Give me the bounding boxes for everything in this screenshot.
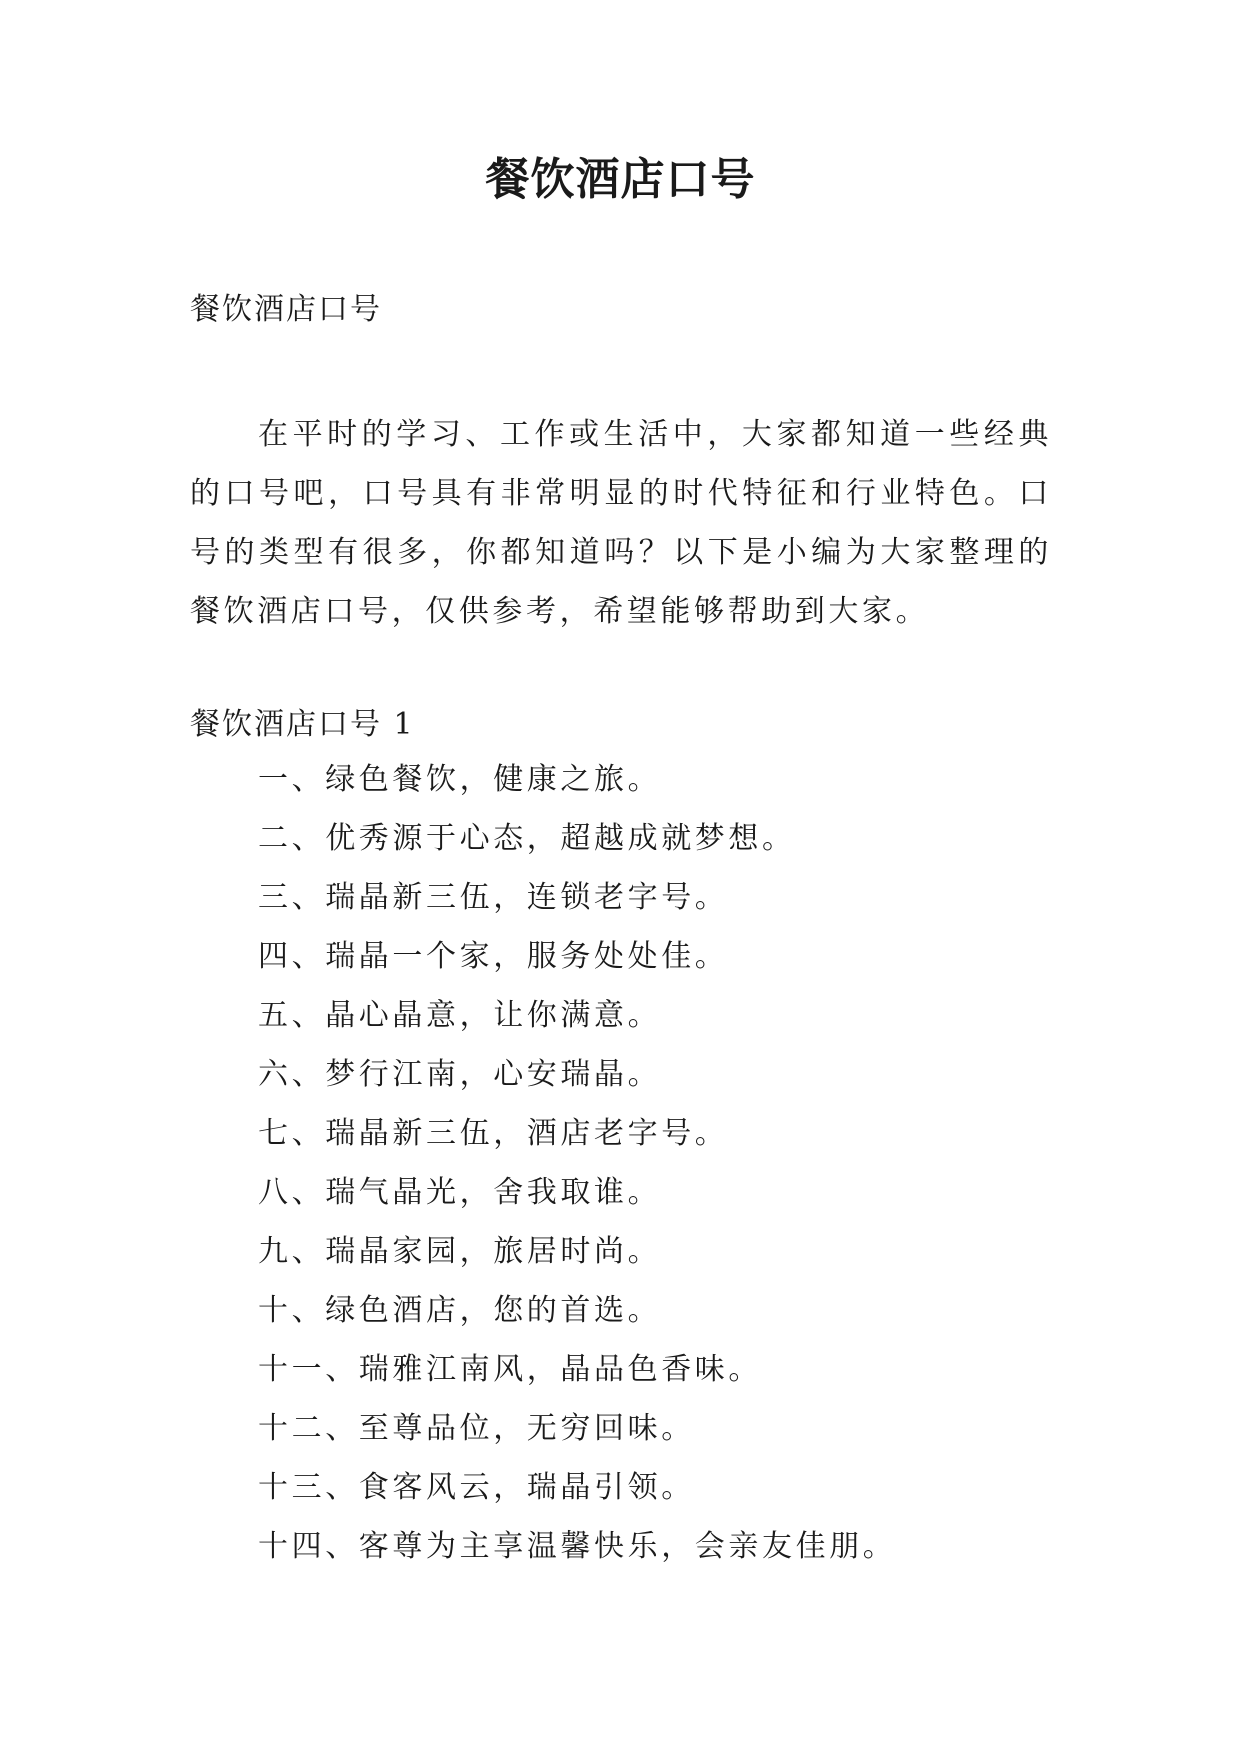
slogan-item: 四、瑞晶一个家，服务处处佳。 — [258, 939, 729, 974]
document-subtitle: 餐饮酒店口号 — [190, 292, 382, 327]
document-title: 餐饮酒店口号 — [485, 154, 756, 205]
slogan-item: 一、绿色餐饮，健康之旅。 — [258, 762, 662, 797]
slogan-item: 七、瑞晶新三伍，酒店老字号。 — [258, 1116, 729, 1151]
section-heading: 餐饮酒店口号 1 — [190, 707, 415, 742]
slogan-list — [258, 760, 896, 1586]
slogan-item: 二、优秀源于心态，超越成就梦想。 — [258, 821, 796, 856]
slogan-item: 九、瑞晶家园，旅居时尚。 — [258, 1234, 662, 1269]
slogan-item: 十三、食客风云，瑞晶引领。 — [258, 1470, 695, 1505]
slogan-item: 十、绿色酒店，您的首选。 — [258, 1293, 662, 1328]
slogan-item: 十四、客尊为主享温馨快乐，会亲友佳朋。 — [258, 1529, 897, 1564]
slogan-item: 五、晶心晶意，让你满意。 — [258, 998, 662, 1033]
slogan-item: 三、瑞晶新三伍，连锁老字号。 — [258, 880, 729, 915]
slogan-item: 十一、瑞雅江南风，晶品色香味。 — [258, 1352, 762, 1387]
slogan-item: 八、瑞气晶光，舍我取谁。 — [258, 1175, 662, 1210]
intro-paragraph: 在平时的学习、工作或生活中，大家都知道一些经典的口号吧，口号具有非常明显的时代特征和行业特色。口号的类型有很多，你都知道吗？以下是小编为大家整理的餐饮酒店口号，仅供参考，希望能够帮助到大家。 — [190, 417, 1052, 629]
slogan-item: 十二、至尊品位，无穷回味。 — [258, 1411, 695, 1446]
slogan-item: 六、梦行江南，心安瑞晶。 — [258, 1057, 662, 1092]
